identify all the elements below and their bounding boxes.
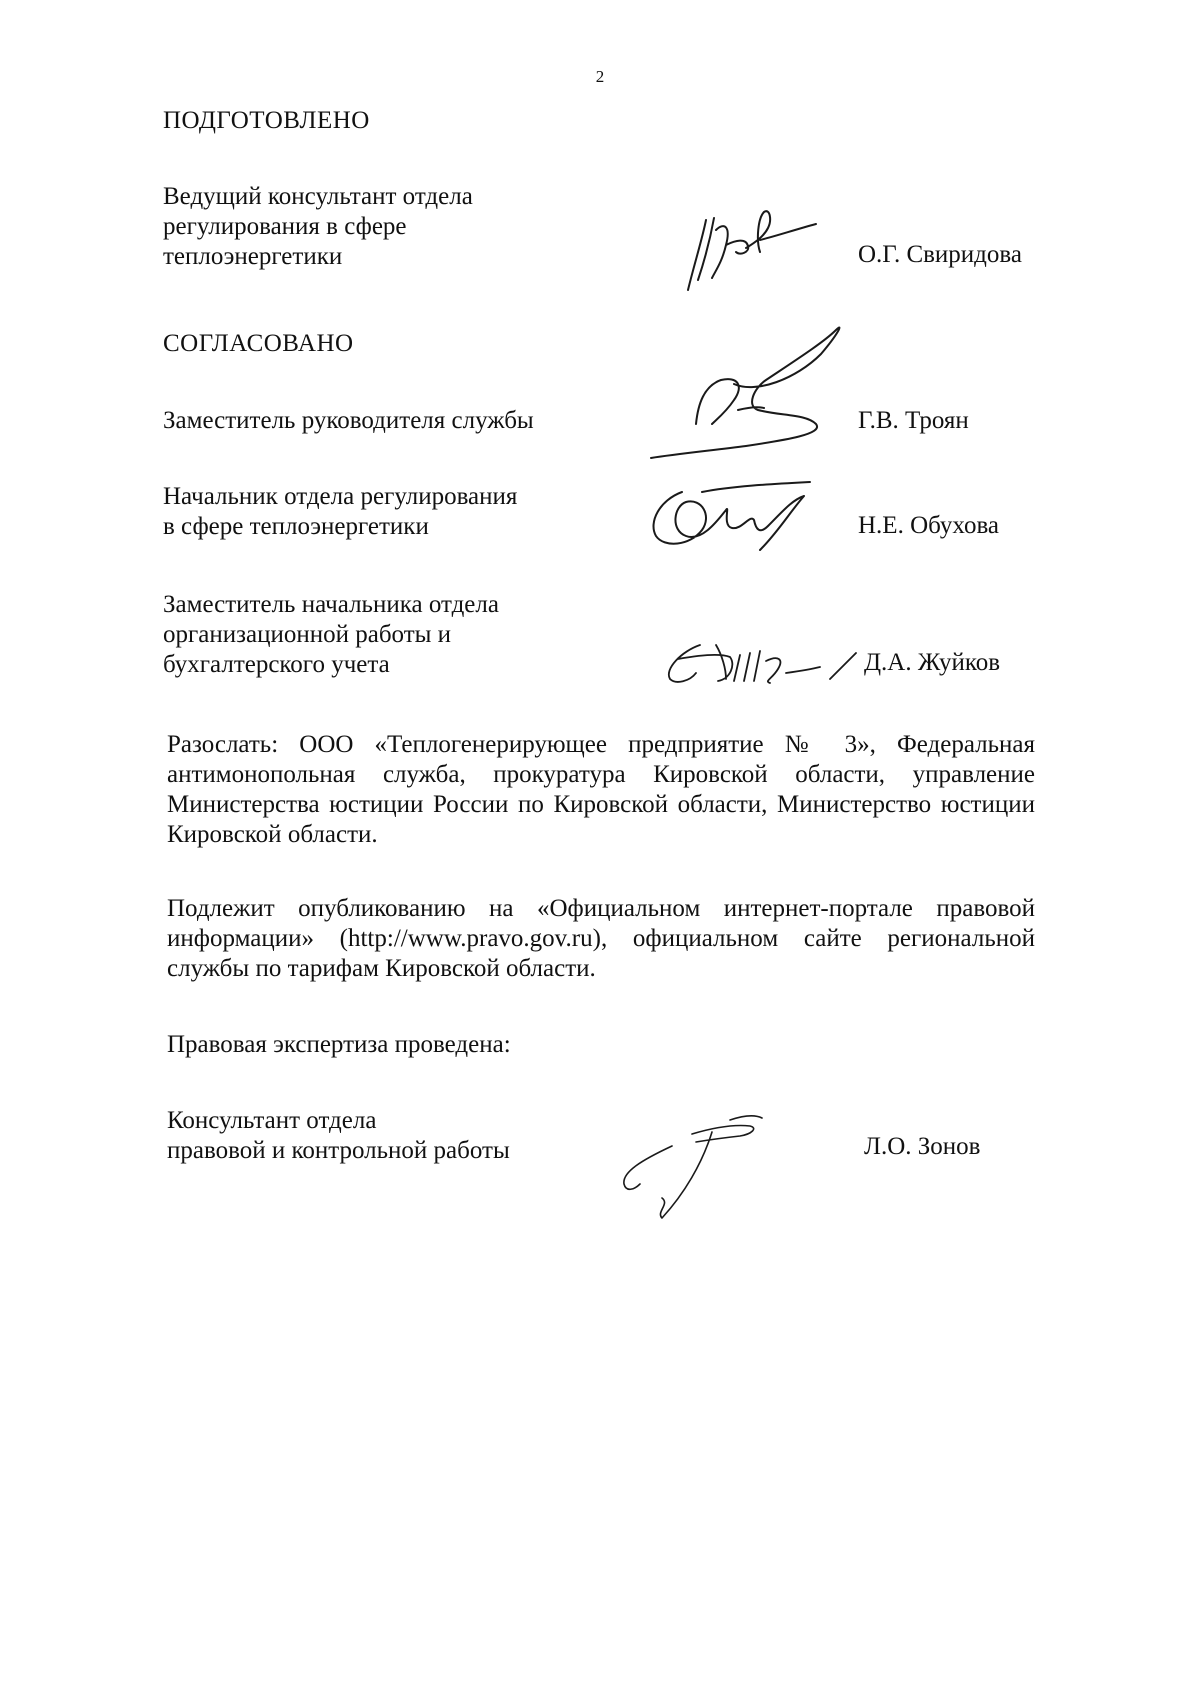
legal-review-name: Л.О. Зонов xyxy=(864,1133,981,1160)
prepared-heading: ПОДГОТОВЛЕНО xyxy=(163,107,370,134)
signer-position-obukhova: Начальник отдела регулирования в сфере теплоэнергетики xyxy=(163,483,518,540)
signer-position-zhuykov: Заместитель начальника отдела организационной работы и бухгалтерского учета xyxy=(163,591,499,678)
signer-name-troyan: Г.В. Троян xyxy=(858,407,969,434)
signature-sviridova xyxy=(676,200,826,295)
signature-troyan xyxy=(646,324,851,469)
legal-review-position: Консультант отдела правовой и контрольной работы xyxy=(167,1107,510,1164)
signature-zonov xyxy=(612,1104,772,1224)
signer-name-zhuykov: Д.А. Жуйков xyxy=(864,649,1001,676)
prepared-name: О.Г. Свиридова xyxy=(858,241,1022,268)
distribution-list: Разослать: ООО «Теплогенерирующее предприятие № 3», Федеральная антимонопольная служба, прокуратура Кировской области, управление Министерства юстиции России по Кировской области, Министерство юстиции Кировской области. xyxy=(167,731,1035,848)
agreed-heading: СОГЛАСОВАНО xyxy=(163,330,354,357)
signer-position-troyan: Заместитель руководителя службы xyxy=(163,407,534,434)
signer-name-obukhova: Н.Е. Обухова xyxy=(858,512,1000,539)
prepared-position: Ведущий консультант отдела регулирования в сфере теплоэнергетики xyxy=(163,183,473,270)
signature-zhuykov xyxy=(660,625,860,690)
signature-obukhova xyxy=(642,480,822,555)
page-number: 2 xyxy=(595,67,605,86)
legal-review-note: Правовая экспертиза проведена: xyxy=(167,1031,511,1058)
publication-note: Подлежит опубликованию на «Официальном интернет-портале правовой информации» (http://www.pravo.gov.ru), официальном сайте региональной службы по тарифам Кировской области. xyxy=(167,895,1035,982)
